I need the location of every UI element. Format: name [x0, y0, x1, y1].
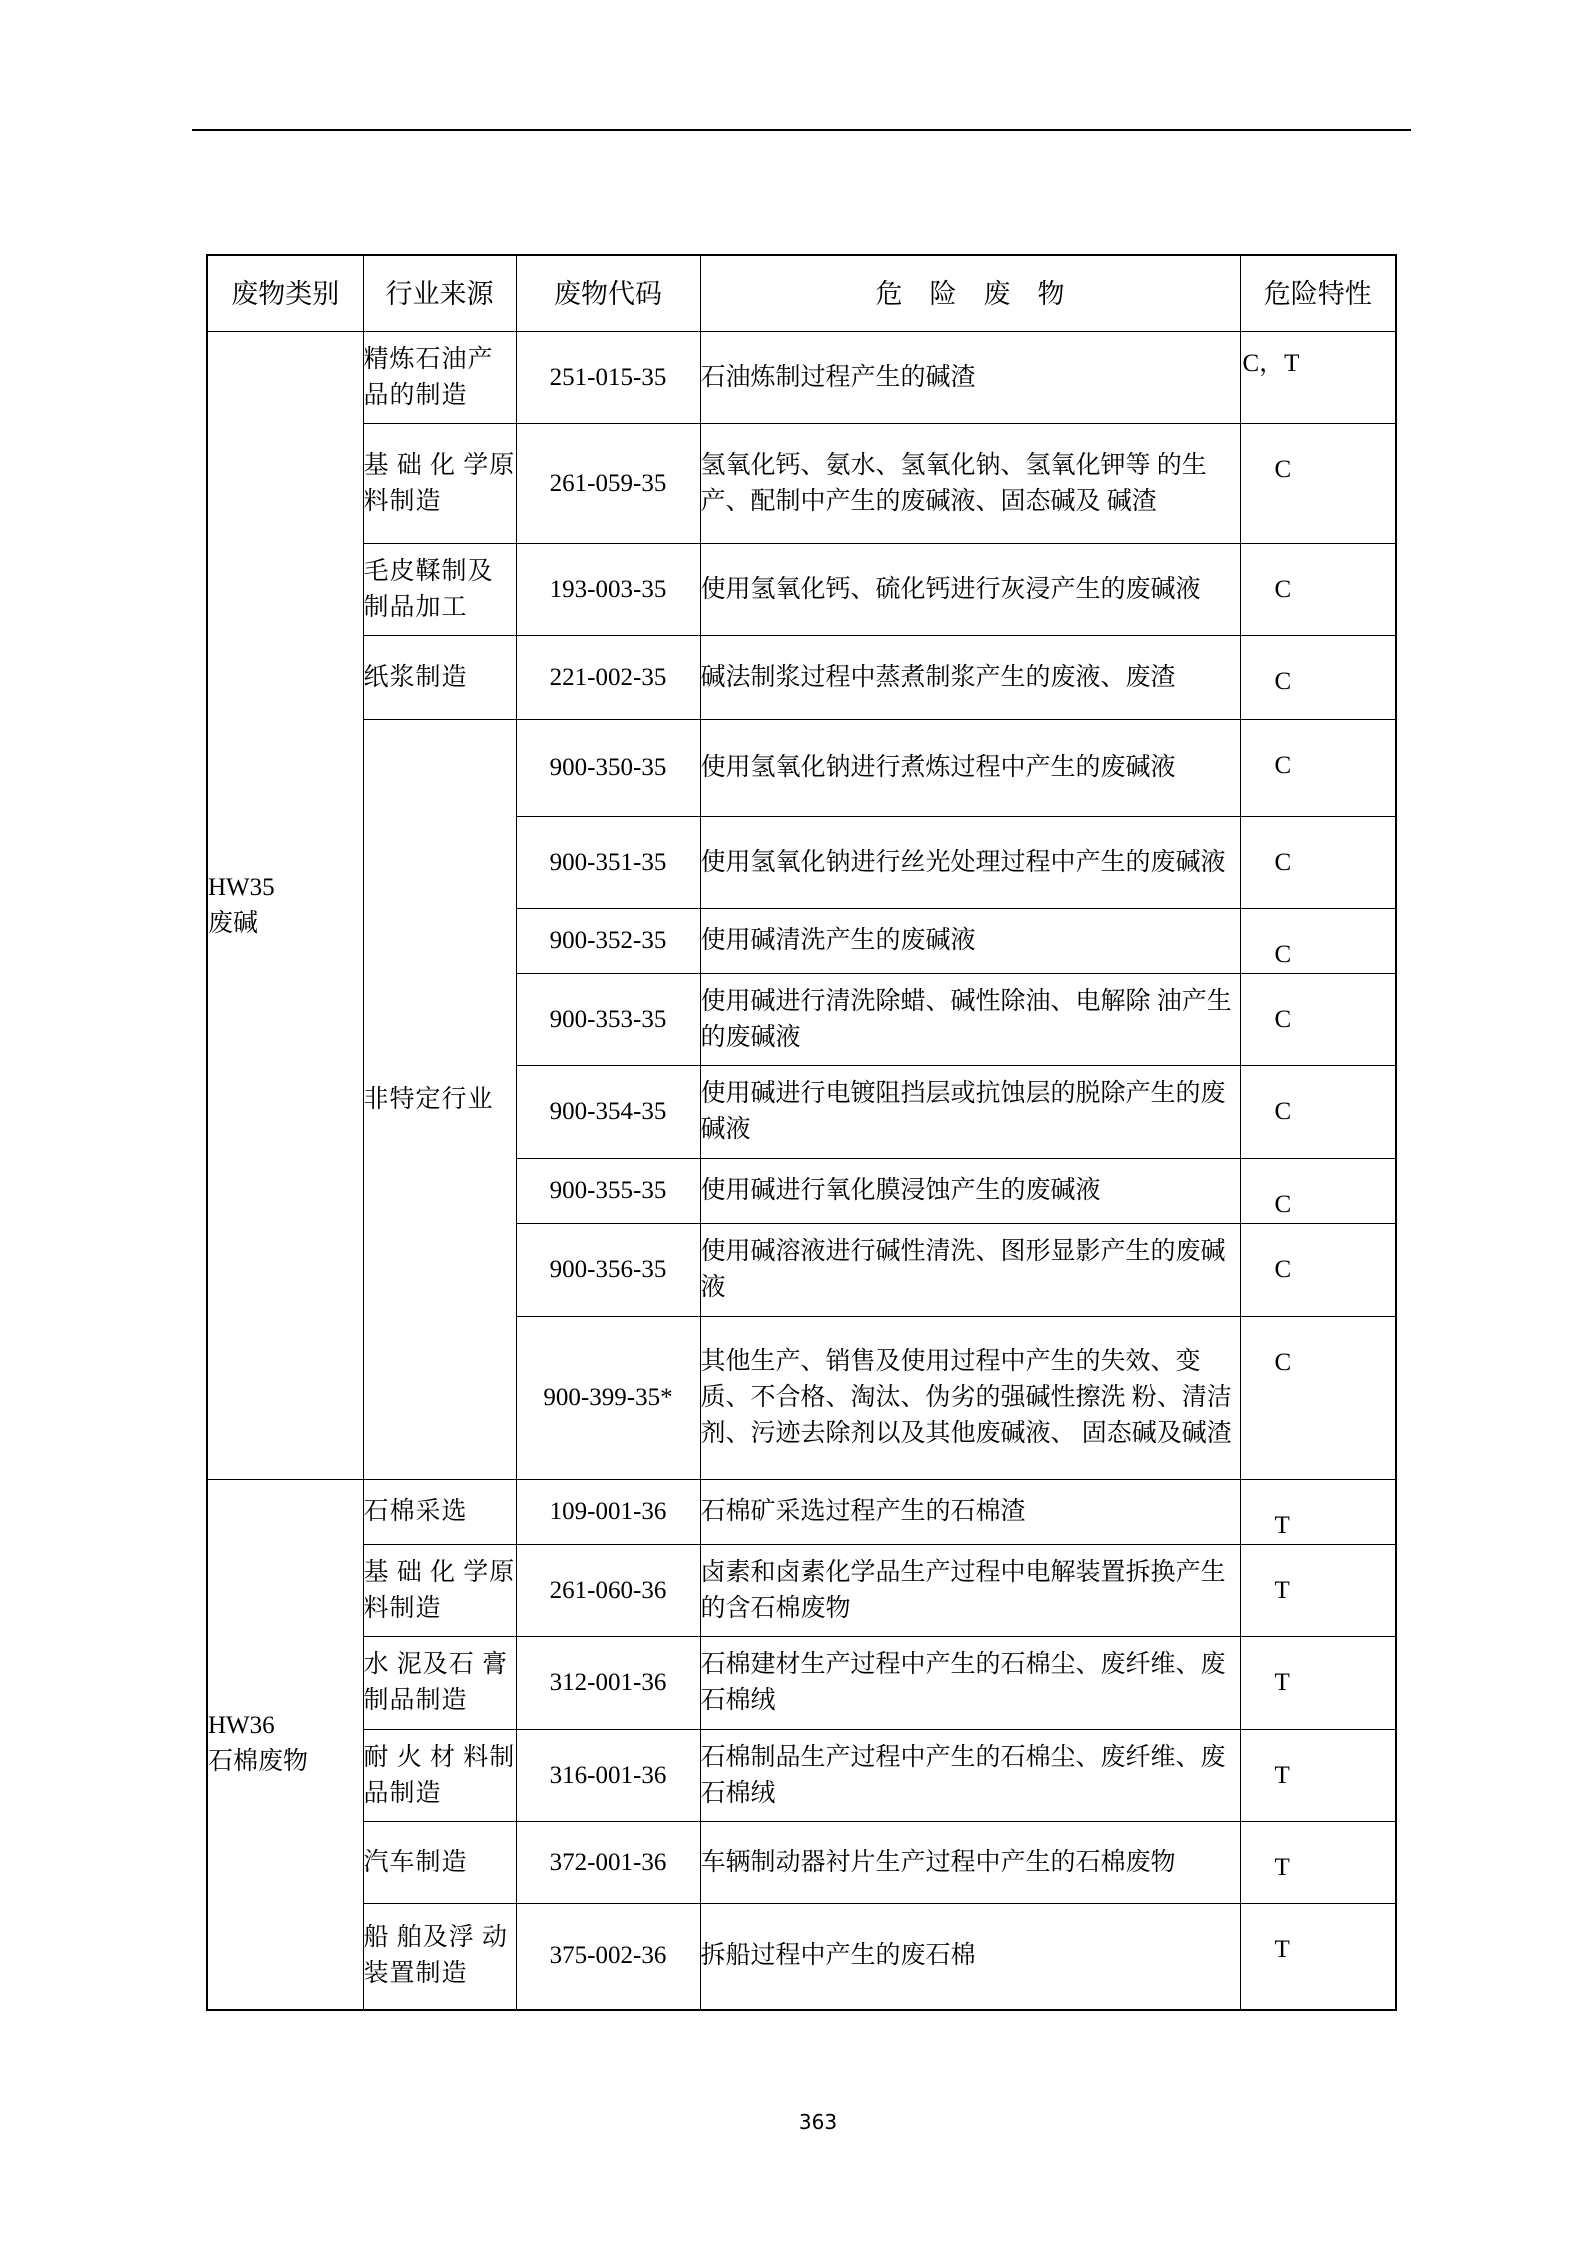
waste-code: 316-001-36 [516, 1730, 700, 1822]
waste-code: 900-352-35 [516, 909, 700, 974]
hazard-characteristic: C [1240, 909, 1396, 974]
industry-source: 精炼石油产品的制造 [363, 332, 516, 424]
hazard-characteristic: C [1240, 974, 1396, 1066]
waste-description: 使用氢氧化钙、硫化钙进行灰浸产生的废碱液 [700, 544, 1240, 636]
header-hazard: 危险特性 [1240, 255, 1396, 332]
industry-source: 基 础 化 学原料制造 [363, 1545, 516, 1637]
waste-description: 石油炼制过程产生的碱渣 [700, 332, 1240, 424]
waste-description: 碱法制浆过程中蒸煮制浆产生的废液、废渣 [700, 636, 1240, 720]
waste-code: 900-356-35 [516, 1224, 700, 1317]
industry-source: 耐 火 材 料制品制造 [363, 1730, 516, 1822]
industry-source: 船 舶及浮 动装置制造 [363, 1904, 516, 2010]
hazard-characteristic: C [1240, 817, 1396, 909]
table-row [207, 1545, 1396, 1637]
hazard-characteristic: C [1240, 1317, 1396, 1480]
waste-code: 900-354-35 [516, 1066, 700, 1159]
waste-code: 312-001-36 [516, 1637, 700, 1730]
waste-description: 使用碱进行电镀阻挡层或抗蚀层的脱除产生的废碱液 [700, 1066, 1240, 1159]
waste-code: 261-060-36 [516, 1545, 700, 1637]
hazard-characteristic: T [1240, 1545, 1396, 1637]
waste-code: 261-059-35 [516, 424, 700, 544]
waste-code: 251-015-35 [516, 332, 700, 424]
industry-source: 石棉采选 [363, 1480, 516, 1545]
waste-description: 使用氢氧化钠进行丝光处理过程中产生的废碱液 [700, 817, 1240, 909]
waste-code: 900-353-35 [516, 974, 700, 1066]
industry-source: 汽车制造 [363, 1822, 516, 1904]
table-row [207, 1637, 1396, 1730]
industry-source: 非特定行业 [363, 720, 516, 1480]
table-row [207, 1730, 1396, 1822]
waste-code: 900-350-35 [516, 720, 700, 817]
waste-code: 900-399-35* [516, 1317, 700, 1480]
waste-description: 卤素和卤素化学品生产过程中电解装置拆换产生的含石棉废物 [700, 1545, 1240, 1637]
hazard-characteristic: T [1240, 1730, 1396, 1822]
industry-source: 基 础 化 学原料制造 [363, 424, 516, 544]
hazard-characteristic: C [1240, 1224, 1396, 1317]
waste-description: 使用氢氧化钠进行煮炼过程中产生的废碱液 [700, 720, 1240, 817]
table-row [207, 424, 1396, 544]
header-source: 行业来源 [363, 255, 516, 332]
hazard-characteristic: C [1240, 720, 1396, 817]
table-row [207, 1480, 1396, 1545]
table-header-row [207, 255, 1396, 332]
waste-description: 石棉建材生产过程中产生的石棉尘、废纤维、废石棉绒 [700, 1637, 1240, 1730]
waste-description: 使用碱清洗产生的废碱液 [700, 909, 1240, 974]
waste-description: 车辆制动器衬片生产过程中产生的石棉废物 [700, 1822, 1240, 1904]
waste-description: 氢氧化钙、氨水、氢氧化钠、氢氧化钾等 的生产、配制中产生的废碱液、固态碱及 碱渣 [700, 424, 1240, 544]
hazard-characteristic: C [1240, 424, 1396, 544]
hazard-characteristic: T [1240, 1480, 1396, 1545]
waste-description: 拆船过程中产生的废石棉 [700, 1904, 1240, 2010]
table-row [207, 1822, 1396, 1904]
hazard-characteristic: C [1240, 1159, 1396, 1224]
table-row [207, 720, 1396, 817]
hazard-characteristic: T [1240, 1637, 1396, 1730]
waste-description: 使用碱溶液进行碱性清洗、图形显影产生的废碱液 [700, 1224, 1240, 1317]
page-number: 363 [798, 2110, 838, 2134]
category-code: HW35 [208, 873, 275, 901]
waste-code: 221-002-35 [516, 636, 700, 720]
waste-description: 石棉制品生产过程中产生的石棉尘、废纤维、废石棉绒 [700, 1730, 1240, 1822]
waste-code: 109-001-36 [516, 1480, 700, 1545]
waste-description: 使用碱进行清洗除蜡、碱性除油、电解除 油产生的废碱液 [700, 974, 1240, 1066]
waste-description: 使用碱进行氧化膜浸蚀产生的废碱液 [700, 1159, 1240, 1224]
waste-code: 900-351-35 [516, 817, 700, 909]
header-rule [192, 129, 1411, 131]
header-code: 废物代码 [516, 255, 700, 332]
category-name: 石棉废物 [208, 1748, 309, 1776]
table-row [207, 544, 1396, 636]
hazard-characteristic: C [1240, 1066, 1396, 1159]
waste-code: 375-002-36 [516, 1904, 700, 2010]
waste-code: 900-355-35 [516, 1159, 700, 1224]
hazard-characteristic: C，T [1240, 332, 1396, 424]
hazard-characteristic: T [1240, 1904, 1396, 2010]
category-name: 废碱 [208, 909, 259, 937]
waste-code: 372-001-36 [516, 1822, 700, 1904]
waste-code: 193-003-35 [516, 544, 700, 636]
industry-source: 水 泥及石 膏制品制造 [363, 1637, 516, 1730]
waste-description: 石棉矿采选过程产生的石棉渣 [700, 1480, 1240, 1545]
hazard-characteristic: C [1240, 636, 1396, 720]
waste-category [207, 332, 363, 1480]
table-row [207, 1904, 1396, 2010]
hazard-characteristic: C [1240, 544, 1396, 636]
header-waste: 危 险 废 物 [700, 255, 1240, 332]
hazard-characteristic: T [1240, 1822, 1396, 1904]
table-row [207, 332, 1396, 424]
header-category: 废物类别 [207, 255, 363, 332]
waste-description: 其他生产、销售及使用过程中产生的失效、变质、不合格、淘汰、伪劣的强碱性擦洗 粉、清洁剂、污迹去除剂以及其他废碱液、 固态碱及碱渣 [700, 1317, 1240, 1480]
hazardous-waste-table [206, 254, 1397, 2011]
industry-source: 毛皮鞣制及制品加工 [363, 544, 516, 636]
waste-category [207, 1480, 363, 2010]
table-row [207, 636, 1396, 720]
industry-source: 纸浆制造 [363, 636, 516, 720]
category-code: HW36 [208, 1712, 275, 1740]
